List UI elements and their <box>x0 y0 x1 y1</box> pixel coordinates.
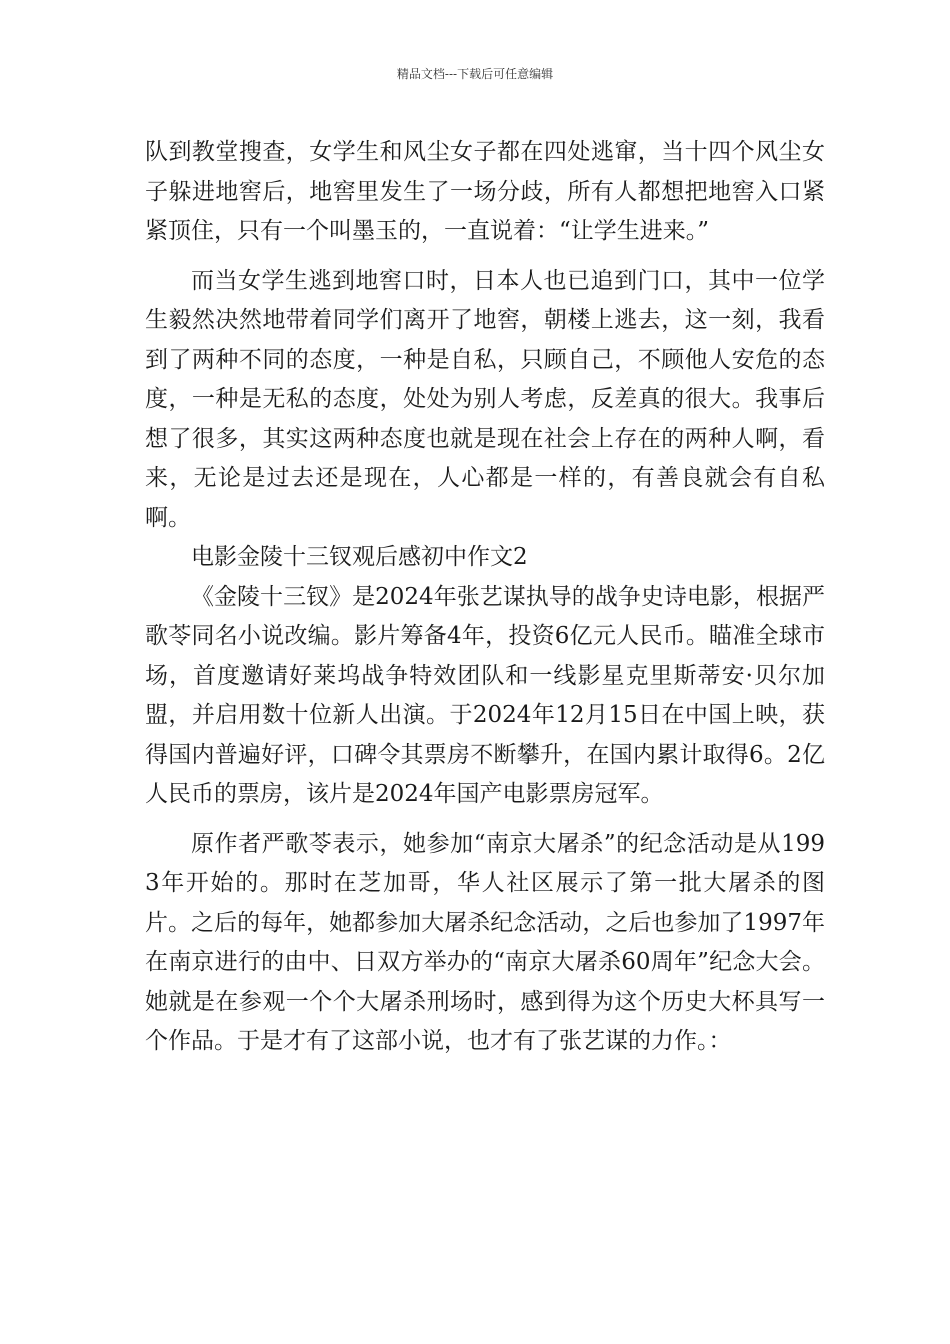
page-header: 精品文档---下载后可任意编辑 <box>396 67 554 81</box>
paragraph-attitudes: 而当女学生逃到地窖口时，日本人也已追到门口，其中一位学生毅然决然地带着同学们离开了地窖，朝楼上逃去，这一刻，我看到了两种不同的态度，一种是自私，只顾自己，不顾他人安危的态度，一种是无私的态度，处处为别人考虑，反差真的很大。我事后想了很多，其实这两种态度也就是现在社会上存在的两种人啊，看来，无论是过去还是现在，人心都是一样的，有善良就会有自私啊。 <box>145 267 825 531</box>
paragraph-continuation: 队到教堂搜查，女学生和风尘女子都在四处逃窜，当十四个风尘女子躲进地窖后，地窖里发生了一场分歧，所有人都想把地窖入口紧紧顶住，只有一个叫墨玉的，一直说着：“让学生进来。” <box>145 139 825 244</box>
paragraph-film-intro: 《金陵十三钗》是2024年张艺谋执导的战争史诗电影，根据严歌苓同名小说改编。影片筹备4年，投资6亿元人民币。瞄准全球市场，首度邀请好莱坞战争特效团队和一线影星克里斯蒂安·贝尔加盟，并启用数十位新人出演。于2024年12月15日在中国上映，获得国内普遍好评，口碑令其票房不断攀升，在国内累计取得6。2亿人民币的票房，该片是2024年国产电影票房冠军。 <box>145 583 825 807</box>
document-body <box>145 133 825 1062</box>
paragraph-author: 原作者严歌苓表示，她参加“南京大屠杀”的纪念活动是从1993年开始的。那时在芝加哥，华人社区展示了第一批大屠杀的图片。之后的每年，她都参加大屠杀纪念活动，之后也参加了1997年在南京进行的由中、日双方举办的“南京大屠杀60周年”纪念大会。她就是在参观一个个大屠杀刑场时，感到得为这个历史大杯具写一个作品。于是才有了这部小说，也才有了张艺谋的力作。： <box>145 830 825 1054</box>
section-heading: 电影金陵十三钗观后感初中作文2 <box>191 544 528 570</box>
